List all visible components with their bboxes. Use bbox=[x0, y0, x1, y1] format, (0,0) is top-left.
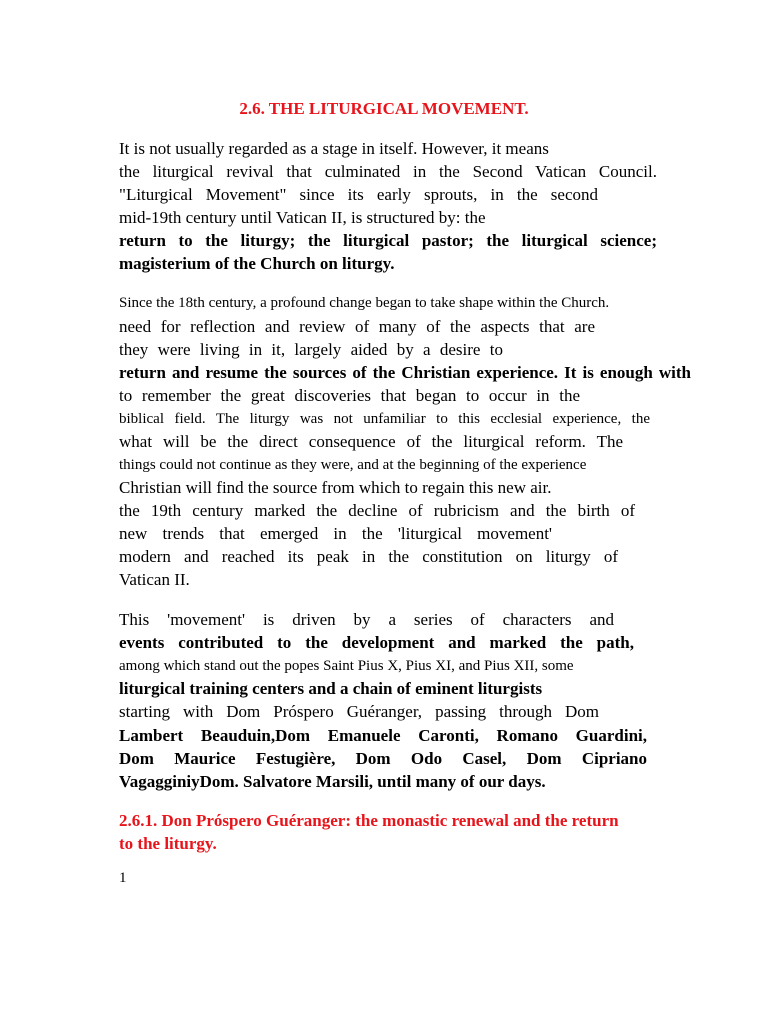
paragraph-2-line: they were living in it, largely aided by a desire to bbox=[119, 340, 503, 359]
subsection-title-line: 2.6.1. Don Próspero Guéranger: the monastic renewal and the return bbox=[119, 811, 619, 830]
paragraph-2-line: need for reflection and review of many of the aspects that are bbox=[119, 317, 595, 336]
paragraph-2-line: modern and reached its peak in the constitution on liturgy of bbox=[119, 547, 618, 566]
paragraph-2-line: what will be the direct consequence of the liturgical reform. The bbox=[119, 432, 623, 451]
paragraph-3-line: This 'movement' is driven by a series of characters and bbox=[119, 610, 614, 629]
paragraph-2-line: things could not continue as they were, and at the beginning of the experience bbox=[119, 457, 587, 473]
paragraph-3-line-bold: VagagginiyDom. Salvatore Marsili, until many of our days. bbox=[119, 772, 546, 791]
paragraph-2-line-bold: return and resume the sources of the Christian experience. It is enough with bbox=[119, 363, 691, 382]
paragraph-2-line: new trends that emerged in the 'liturgical movement' bbox=[119, 524, 552, 543]
paragraph-2-line: Vatican II. bbox=[119, 570, 190, 589]
paragraph-1-line-bold: magisterium of the Church on liturgy. bbox=[119, 254, 395, 273]
paragraph-1-line: It is not usually regarded as a stage in itself. However, it means bbox=[119, 139, 549, 158]
paragraph-2-line: Christian will find the source from which to regain this new air. bbox=[119, 478, 552, 497]
paragraph-1-line: "Liturgical Movement" since its early sprouts, in the second bbox=[119, 185, 598, 204]
paragraph-3-line-bold: events contributed to the development and marked the path, bbox=[119, 633, 634, 652]
page-number: 1 bbox=[119, 870, 127, 886]
paragraph-3-line: starting with Dom Próspero Guéranger, passing through Dom bbox=[119, 702, 599, 721]
paragraph-1-line-bold: return to the liturgy; the liturgical pastor; the liturgical science; bbox=[119, 231, 657, 250]
paragraph-3-line: among which stand out the popes Saint Pius X, Pius XI, and Pius XII, some bbox=[119, 658, 574, 674]
paragraph-2-line: to remember the great discoveries that began to occur in the bbox=[119, 386, 580, 405]
paragraph-1-line: mid-19th century until Vatican II, is structured by: the bbox=[119, 208, 486, 227]
paragraph-3-line-bold: liturgical training centers and a chain of eminent liturgists bbox=[119, 679, 543, 698]
paragraph-3-line-bold: Dom Maurice Festugière, Dom Odo Casel, Dom Cipriano bbox=[119, 749, 647, 768]
paragraph-2-line: Since the 18th century, a profound change began to take shape within the Church. bbox=[119, 295, 610, 311]
section-title: 2.6. THE LITURGICAL MOVEMENT. bbox=[239, 99, 529, 118]
paragraph-3-line-bold: Lambert Beauduin,Dom Emanuele Caronti, Romano Guardini, bbox=[119, 726, 647, 745]
paragraph-1-line: the liturgical revival that culminated in the Second Vatican Council. bbox=[119, 162, 657, 181]
paragraph-2-line: biblical field. The liturgy was not unfamiliar to this ecclesial experience, the bbox=[119, 411, 650, 427]
paragraph-2-line: the 19th century marked the decline of rubricism and the birth of bbox=[119, 501, 635, 520]
subsection-title-line: to the liturgy. bbox=[119, 834, 217, 853]
